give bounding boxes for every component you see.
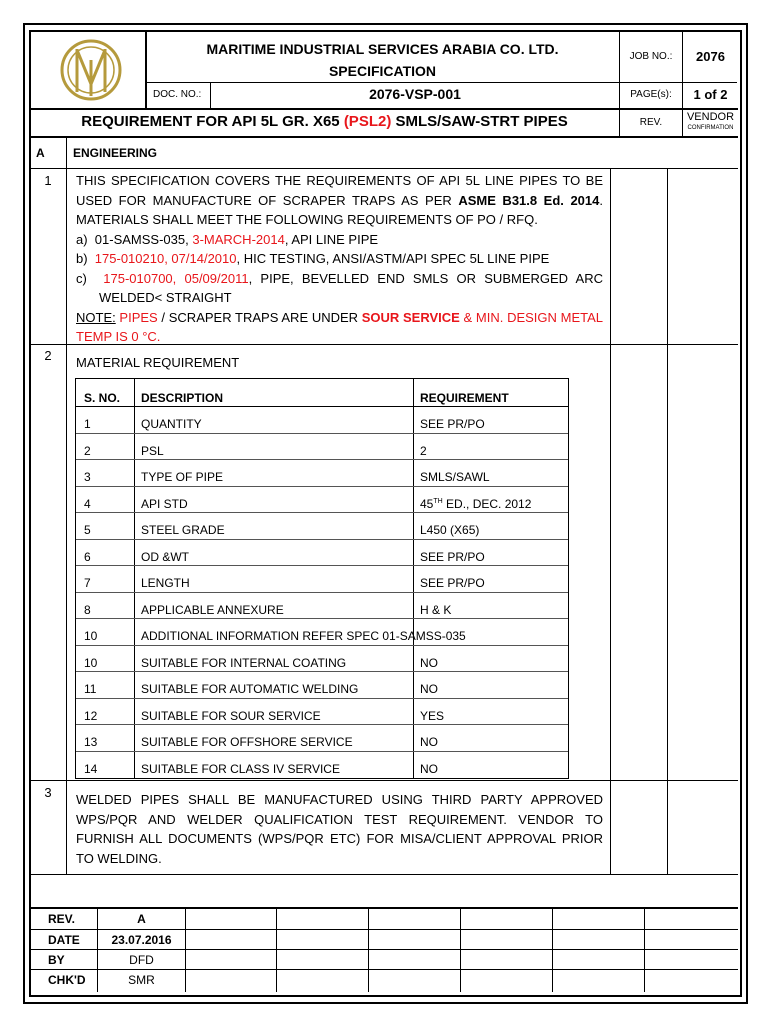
footer-date-value: 23.07.2016 xyxy=(111,933,172,947)
job-no-value: 2076 xyxy=(696,49,725,64)
table-cell-sno: 14 xyxy=(84,761,98,776)
item1-line2 xyxy=(76,191,603,211)
item1-ref-b-post: , HIC TESTING, ANSI/ASTM/API SPEC 5L LINE PIPE xyxy=(236,251,550,266)
table-row-line xyxy=(76,565,568,566)
item1-ref-b-label: b) xyxy=(76,251,88,266)
table-cell-sno: 10 xyxy=(84,655,98,670)
item1-number: 1 xyxy=(44,173,52,188)
title-text-post: SMLS/SAW-STRT PIPES xyxy=(391,113,568,130)
table-cell-sno: 2 xyxy=(84,443,91,458)
footer-chkd-value: SMR xyxy=(128,973,155,987)
item1-ref-c-post: , PIPE, BEVELLED END SMLS OR SUBMERGED ARC xyxy=(248,270,603,286)
footer-col-3 xyxy=(276,908,277,992)
footer-col-7 xyxy=(644,908,645,992)
company-name: MARITIME INDUSTRIAL SERVICES ARABIA CO. LTD. xyxy=(206,41,559,57)
table-cell-description: TYPE OF PIPE xyxy=(141,470,224,484)
table-cell-description: SUITABLE FOR OFFSHORE SERVICE xyxy=(141,735,353,749)
table-cell-requirement xyxy=(420,497,531,511)
item1-note-pipes: PIPES xyxy=(115,309,158,325)
table-cell-requirement: YES xyxy=(420,708,445,723)
item1-ref-c-cont: WELDED< STRAIGHT xyxy=(99,290,232,305)
table-cell-requirement: 2 xyxy=(420,443,427,458)
table-cell-description: SUITABLE FOR INTERNAL COATING xyxy=(141,655,347,670)
table-row-line xyxy=(76,724,568,725)
edition-date: ED., DEC. 2012 xyxy=(442,496,532,511)
item1-ref-c-doc: 175-010700, 05/09/2011 xyxy=(103,270,249,286)
item3-line3: FURNISH ALL DOCUMENTS (WPS/PQR ETC) FOR MISA/CLIENT APPROVAL PRIOR xyxy=(76,831,603,846)
table-row-line xyxy=(76,671,568,672)
document-title xyxy=(30,113,619,130)
table-cell-sno: 6 xyxy=(84,549,91,564)
item1-ref-a-pre: 01-SAMSS-035, xyxy=(94,231,193,247)
table-row-line xyxy=(76,618,568,619)
section-title: ENGINEERING xyxy=(73,146,158,160)
title-psl: (PSL2) xyxy=(343,113,392,130)
footer-col-2 xyxy=(185,908,186,992)
table-cell-requirement: L450 (X65) xyxy=(420,523,480,537)
item1-ref-c-label: c) xyxy=(76,270,87,286)
item3-bottom-line xyxy=(30,874,738,875)
header-bottom-line xyxy=(30,108,738,110)
table-cell-sno: 1 xyxy=(84,417,91,431)
footer-row-line-2 xyxy=(30,949,738,950)
table-cell-sno: 7 xyxy=(84,576,91,590)
table-cell-description: API STD xyxy=(141,496,188,511)
item1-ref-b xyxy=(76,249,603,269)
footer-row-line-3 xyxy=(30,969,738,970)
footer-rev-value: A xyxy=(137,912,146,926)
item1-ref-a-label: a) xyxy=(76,231,88,247)
item1-line2-pre: USED FOR MANUFACTURE OF SCRAPER TRAPS AS PER xyxy=(76,192,459,208)
table-header-sno: S. NO. xyxy=(84,391,121,405)
table-cell-sno: 4 xyxy=(84,496,91,511)
item3-number: 3 xyxy=(44,785,52,800)
item1-line3: MATERIALS SHALL MEET THE FOLLOWING REQUIREMENTS OF PO / RFQ. xyxy=(76,212,538,227)
table-cell-sno: 10 xyxy=(84,629,98,643)
table-cell-description: STEEL GRADE xyxy=(141,523,225,537)
footer-col-5 xyxy=(460,908,461,992)
item1-ref-a xyxy=(76,230,603,250)
table-cell-description: APPLICABLE ANNEXURE xyxy=(141,602,284,617)
col-num-divider xyxy=(66,137,67,875)
footer-top-line xyxy=(30,907,738,909)
table-cell-description: SUITABLE FOR CLASS IV SERVICE xyxy=(141,761,340,776)
item3-text xyxy=(76,790,603,868)
footer-col-6 xyxy=(552,908,553,992)
table-header-line xyxy=(76,406,568,407)
doc-no-value: 2076-VSP-001 xyxy=(369,86,461,102)
item3-line4: TO WELDING. xyxy=(76,850,162,866)
rev-column-label: REV. xyxy=(639,117,663,128)
item1-note-sour-service: SOUR SERVICE xyxy=(361,309,460,325)
section-bottom-line xyxy=(30,168,738,169)
header-row-divider xyxy=(145,82,737,83)
footer-by-label: BY xyxy=(48,953,65,967)
title-bottom-line xyxy=(30,136,738,138)
table-row-line xyxy=(76,433,568,434)
item1-line2-post: . xyxy=(599,192,603,208)
item1-note-label: NOTE: xyxy=(76,309,116,325)
job-no-label: JOB NO.: xyxy=(629,51,673,62)
table-cell-sno: 8 xyxy=(84,602,91,617)
table-cell-description: LENGTH xyxy=(141,576,190,590)
item1-line1: THIS SPECIFICATION COVERS THE REQUIREMENTS OF API 5L LINE PIPES TO BE xyxy=(76,173,603,188)
table-row-line xyxy=(76,751,568,752)
footer-rev-label: REV. xyxy=(48,912,75,926)
table-row-line xyxy=(76,539,568,540)
edition-number: 45 xyxy=(420,496,434,511)
table-cell-description: ADDITIONAL INFORMATION REFER SPEC 01-SAMSS-035 xyxy=(141,629,466,643)
table-cell-description: SUITABLE FOR AUTOMATIC WELDING xyxy=(141,682,359,696)
table-row-line xyxy=(76,512,568,513)
edition-suffix: TH xyxy=(433,497,443,505)
table-cell-sno: 3 xyxy=(84,470,91,484)
pages-label: PAGE(s): xyxy=(630,89,672,100)
table-cell-description: QUANTITY xyxy=(141,417,202,431)
table-cell-description: PSL xyxy=(141,443,164,458)
footer-col-4 xyxy=(368,908,369,992)
footer-row-line-1 xyxy=(30,929,738,930)
col-rev-divider xyxy=(667,168,668,875)
item1-note xyxy=(76,308,603,328)
vendor-confirmation-label: CONFIRMATION xyxy=(687,125,734,131)
title-text-pre: REQUIREMENT FOR API 5L GR. X65 xyxy=(81,113,344,130)
table-cell-sno: 12 xyxy=(84,708,98,723)
table-row-line xyxy=(76,459,568,460)
table-header-description: DESCRIPTION xyxy=(141,391,224,405)
item1-ref-b-doc: 175-010210, 07/14/2010 xyxy=(94,251,237,266)
table-cell-requirement: SMLS/SAWL xyxy=(420,470,490,484)
item1-text xyxy=(76,171,603,347)
table-cell-requirement: SEE PR/PO xyxy=(420,549,485,564)
footer-chkd-label: CHK'D xyxy=(48,973,86,987)
item2-number: 2 xyxy=(44,348,52,363)
table-cell-requirement: NO xyxy=(420,655,438,670)
table-row-line xyxy=(76,698,568,699)
item1-note-design: & MIN. DESIGN METAL xyxy=(459,309,603,325)
table-cell-requirement: NO xyxy=(420,682,438,696)
section-letter: A xyxy=(36,146,45,160)
footer-by-value: DFD xyxy=(129,953,154,967)
table-row-line xyxy=(76,592,568,593)
item2-bottom-line xyxy=(30,780,738,781)
document-type: SPECIFICATION xyxy=(328,63,437,79)
table-col-divider-1 xyxy=(134,379,135,778)
item1-note-mid: / SCRAPER TRAPS ARE UNDER xyxy=(157,309,362,325)
item3-line1: WELDED PIPES SHALL BE MANUFACTURED USING THIRD PARTY APPROVED xyxy=(76,792,603,807)
table-cell-requirement: SEE PR/PO xyxy=(420,417,485,431)
table-row-line xyxy=(76,645,568,646)
table-col-divider-2 xyxy=(413,379,414,778)
doc-no-label: DOC. NO.: xyxy=(153,89,202,100)
item1-ref-a-post: , API LINE PIPE xyxy=(284,231,379,247)
material-requirement-table xyxy=(75,378,569,779)
table-cell-description: SUITABLE FOR SOUR SERVICE xyxy=(141,708,321,723)
item2-heading: MATERIAL REQUIREMENT xyxy=(76,355,240,370)
table-cell-description: OD &WT xyxy=(141,549,189,564)
item1-ref-c xyxy=(76,269,603,289)
item1-note-temp: TEMP IS 0 °C. xyxy=(76,329,161,344)
table-cell-sno: 13 xyxy=(84,735,98,749)
table-cell-sno: 11 xyxy=(84,682,97,696)
item1-line2-standard: ASME B31.8 Ed. 2014 xyxy=(458,192,600,208)
item3-line2: WPS/PQR AND WELDER QUALIFICATION TEST REQUIREMENT. VENDOR TO xyxy=(76,811,603,827)
company-logo xyxy=(56,38,126,102)
footer-date-label: DATE xyxy=(48,933,80,947)
pages-value: 1 of 2 xyxy=(693,87,728,102)
table-cell-requirement: NO xyxy=(420,735,438,749)
item1-ref-a-date: 3-MARCH-2014 xyxy=(192,231,285,247)
table-row-line xyxy=(76,486,568,487)
vendor-label: VENDOR xyxy=(686,111,735,123)
table-cell-requirement: SEE PR/PO xyxy=(420,576,485,590)
table-cell-requirement: NO xyxy=(420,761,438,776)
table-header-requirement: REQUIREMENT xyxy=(420,391,509,405)
col-text-divider xyxy=(610,168,611,875)
table-cell-sno: 5 xyxy=(84,523,91,537)
table-cell-requirement: H & K xyxy=(420,602,452,617)
